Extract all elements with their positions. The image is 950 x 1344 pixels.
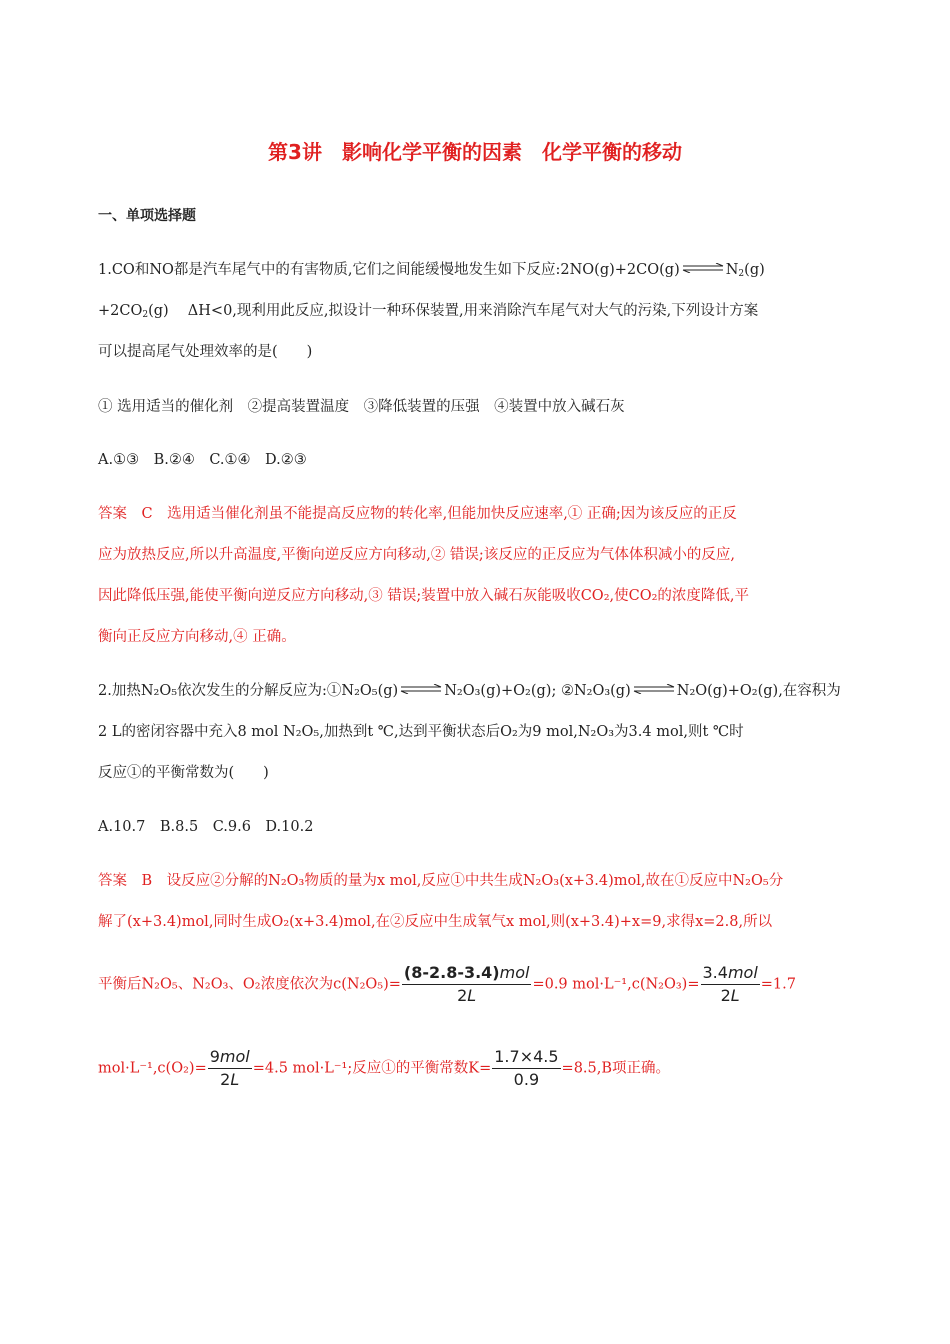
fraction-denominator: 2 (720, 986, 731, 1005)
q1-answer-line-2: 应为放热反应,所以升高温度,平衡向逆反应方向移动,② 错误;该反应的正反应为气体体积减小的反应, (98, 547, 735, 563)
q2-line-1-text-a: 2.加热N₂O₅依次发生的分解反应为:①N₂O₅(g) (98, 683, 399, 699)
q1-items: ① 选用适当的催化剂 ②提高装置温度 ③降低装置的压强 ④装置中放入碱石灰 (98, 399, 625, 415)
q2-line-3: 反应①的平衡常数为( ) (98, 765, 269, 781)
q1-line-2-text-b: (g) ΔH<0,现利用此反应,拟设计一种环保装置,用来消除汽车尾气对大气的污染,下列设计方案 (148, 303, 759, 319)
q2-line-1-text-c: N₂O(g)+O₂(g),在容积为 (676, 683, 841, 699)
q1-line-2 (98, 301, 758, 321)
q1-line-2-subscript: 2 (142, 310, 149, 320)
q2-answer-line-4 (98, 1047, 670, 1090)
fraction-numerator: (8-2.8-3.4) (403, 963, 500, 982)
q2-line-1-text-b: N₂O₃(g)+O₂(g); ②N₂O₃(g) (444, 683, 631, 699)
fraction-equilibrium-constant: $\frac{1.7\times 4.5}{0.9}$ (494, 1047, 559, 1089)
q1-line-1-text: 1.CO和NO都是汽车尾气中的有害物质,它们之间能缓慢地发生如下反应:2NO(g)+2CO(g) (98, 262, 680, 278)
fraction-denominator-unit: L (467, 986, 477, 1005)
q1-answer-line-1: 答案 C 选用适当催化剂虽不能提高反应物的转化率,但能加快反应速率,① 正确;因为该反应的正反 (98, 506, 737, 522)
q2-line-1 (98, 681, 841, 701)
fraction-denominator-unit: L (730, 986, 740, 1005)
q2-answer-line-4-text-a: mol·L⁻¹,c(O₂)= (98, 1060, 207, 1077)
q1-product-state: (g) (744, 262, 765, 278)
q2-line-2: 2 L的密闭容器中充入8 mol N₂O₅,加热到t ℃,达到平衡状态后O₂为9 mol,N₂O₃为3.4 mol,则t ℃时 (98, 724, 744, 740)
q2-options: A.10.7 B.8.5 C.9.6 D.10.2 (98, 819, 314, 835)
section-heading: 一、单项选择题 (98, 208, 196, 224)
page-title: 第3讲 影响化学平衡的因素 化学平衡的移动 (268, 140, 682, 164)
fraction-numerator-unit: mol (727, 963, 758, 982)
q1-options: A.①③ B.②④ C.①④ D.②③ (98, 452, 307, 468)
equilibrium-arrow-icon (682, 263, 724, 273)
q2-answer-line-2: 解了(x+3.4)mol,同时生成O₂(x+3.4)mol,在②反应中生成氧气x mol,则(x+3.4)+x=9,求得x=2.8,所以 (98, 914, 773, 930)
q2-answer-line-4-text-c: =8.5,B项正确。 (561, 1060, 671, 1077)
q2-answer-line-3-text-b: =0.9 mol·L⁻¹,c(N₂O₃)= (532, 976, 700, 993)
q2-answer-line-1: 答案 B 设反应②分解的N₂O₃物质的量为x mol,反应①中共生成N₂O₃(x+3.4)mol,故在①反应中N₂O₅分 (98, 873, 784, 889)
q1-line-3: 可以提高尾气处理效率的是( ) (98, 344, 313, 360)
q2-answer-line-3-text-a: 平衡后N₂O₅、N₂O₃、O₂浓度依次为c(N₂O₅)= (98, 976, 401, 993)
q2-answer-line-3 (98, 963, 796, 1006)
fraction-denominator: 2 (220, 1070, 231, 1089)
equilibrium-arrow-icon (633, 684, 675, 694)
q1-product-n: N (725, 262, 739, 278)
q1-line-1 (98, 260, 765, 280)
fraction-denominator: 2 (457, 986, 468, 1005)
q1-answer-line-4: 衡向正反应方向移动,④ 正确。 (98, 629, 296, 645)
equilibrium-arrow-icon (400, 684, 442, 694)
fraction-denominator-unit: L (230, 1070, 240, 1089)
fraction-numerator: 3.4 (702, 963, 728, 982)
q2-answer-line-4-text-b: =4.5 mol·L⁻¹;反应①的平衡常数K= (252, 1060, 492, 1077)
fraction-c-n2o3 (701, 963, 760, 1006)
q1-line-2-text-a: +2CO (98, 303, 143, 319)
fraction-numerator-unit: mol (499, 963, 530, 982)
q1-answer-line-3: 因此降低压强,能使平衡向逆反应方向移动,③ 错误;装置中放入碱石灰能吸收CO₂,使CO₂的浓度降低,平 (98, 588, 750, 604)
q1-product-subscript: 2 (738, 269, 745, 279)
fraction-c-n2o5 (402, 963, 532, 1006)
fraction-c-o2 (208, 1047, 252, 1090)
fraction-numerator-unit: mol (219, 1047, 250, 1066)
fraction-numerator: 9 (209, 1047, 220, 1066)
q2-answer-line-3-text-c: =1.7 (760, 976, 796, 993)
